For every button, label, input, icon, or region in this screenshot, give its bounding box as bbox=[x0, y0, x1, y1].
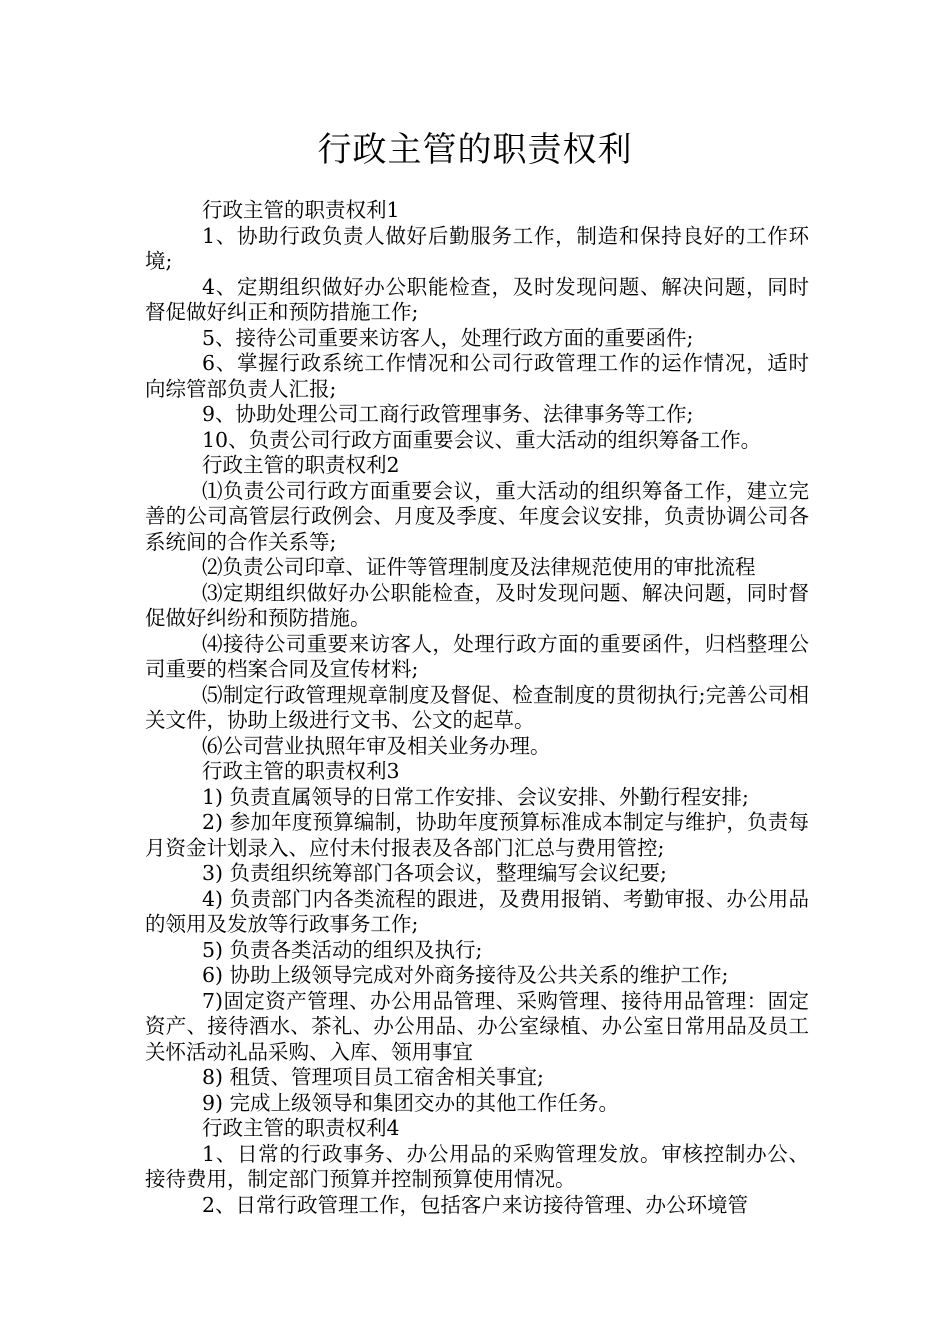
section-heading-4: 行政主管的职责权利4 bbox=[202, 1116, 400, 1140]
paragraph: 1) 负责直属领导的日常工作安排、会议安排、外勤行程安排; bbox=[202, 784, 749, 809]
paragraph: 4) 负责部门内各类流程的跟进，及费用报销、考勤审报、办公用品的领用及发放等行政事务工作; bbox=[145, 886, 809, 936]
paragraph: 1、日常的行政事务、办公用品的采购管理发放。审核控制办公、接待费用，制定部门预算并控制预算使用情况。 bbox=[145, 1141, 809, 1191]
paragraph: 9、协助处理公司工商行政管理事务、法律事务等工作; bbox=[202, 402, 694, 426]
paragraph: 4、定期组织做好办公职能检查，及时发现问题、解决问题，同时督促做好纠正和预防措施工作; bbox=[145, 274, 809, 324]
paragraph: ⑶定期组织做好办公职能检查，及时发现问题、解决问题，同时督促做好纠纷和预防措施。 bbox=[145, 580, 809, 630]
paragraph: 2、日常行政管理工作，包括客户来访接待管理、办公环境管 bbox=[202, 1192, 749, 1217]
section-heading-2: 行政主管的职责权利2 bbox=[202, 453, 400, 477]
paragraph: 6、掌握行政系统工作情况和公司行政管理工作的运作情况，适时向综管部负责人汇报; bbox=[145, 351, 809, 401]
section-heading-1: 行政主管的职责权利1 bbox=[202, 198, 400, 222]
paragraph: 2) 参加年度预算编制，协助年度预算标准成本制定与维护，负责每月资金计划录入、应付未付报表及各部门汇总与费用管控; bbox=[145, 810, 809, 860]
paragraph: 1、协助行政负责人做好后勤服务工作，制造和保持良好的工作环境; bbox=[145, 223, 809, 273]
paragraph: 5) 负责各类活动的组织及执行; bbox=[202, 937, 483, 962]
section-heading-3: 行政主管的职责权利3 bbox=[202, 759, 400, 783]
paragraph: ⑴负责公司行政方面重要会议，重大活动的组织筹备工作，建立完善的公司高管层行政例会、月度及季度、年度会议安排，负责协调公司各系统间的合作关系等; bbox=[145, 478, 809, 554]
paragraph: 3) 负责组织统筹部门各项会议，整理编写会议纪要; bbox=[202, 861, 667, 885]
paragraph: 7)固定资产管理、办公用品管理、采购管理、接待用品管理：固定资产、接待酒水、茶礼、办公用品、办公室绿植、办公室日常用品及员工关怀活动礼品采购、入库、领用事宜 bbox=[145, 988, 809, 1064]
paragraph: 5、接待公司重要来访客人，处理行政方面的重要函件; bbox=[202, 325, 694, 350]
paragraph: 8) 租赁、管理项目员工宿舍相关事宜; bbox=[202, 1065, 544, 1089]
document-title: 行政主管的职责权利 bbox=[317, 130, 633, 170]
paragraph: ⑹公司营业执照年审及相关业务办理。 bbox=[202, 733, 551, 758]
paragraph: 6) 协助上级领导完成对外商务接待及公共关系的维护工作; bbox=[202, 963, 729, 987]
paragraph: ⑵负责公司印章、证件等管理制度及法律规范使用的审批流程 bbox=[202, 555, 756, 579]
paragraph: ⑸制定行政管理规章制度及督促、检查制度的贯彻执行;完善公司相关文件，协助上级进行文书、公文的起草。 bbox=[145, 682, 809, 732]
paragraph: 10、负责公司行政方面重要会议、重大活动的组织筹备工作。 bbox=[202, 427, 762, 452]
paragraph: ⑷接待公司重要来访客人，处理行政方面的重要函件，归档整理公司重要的档案合同及宣传材料; bbox=[145, 631, 809, 681]
paragraph: 9) 完成上级领导和集团交办的其他工作任务。 bbox=[202, 1090, 620, 1115]
document-body bbox=[145, 198, 809, 1218]
